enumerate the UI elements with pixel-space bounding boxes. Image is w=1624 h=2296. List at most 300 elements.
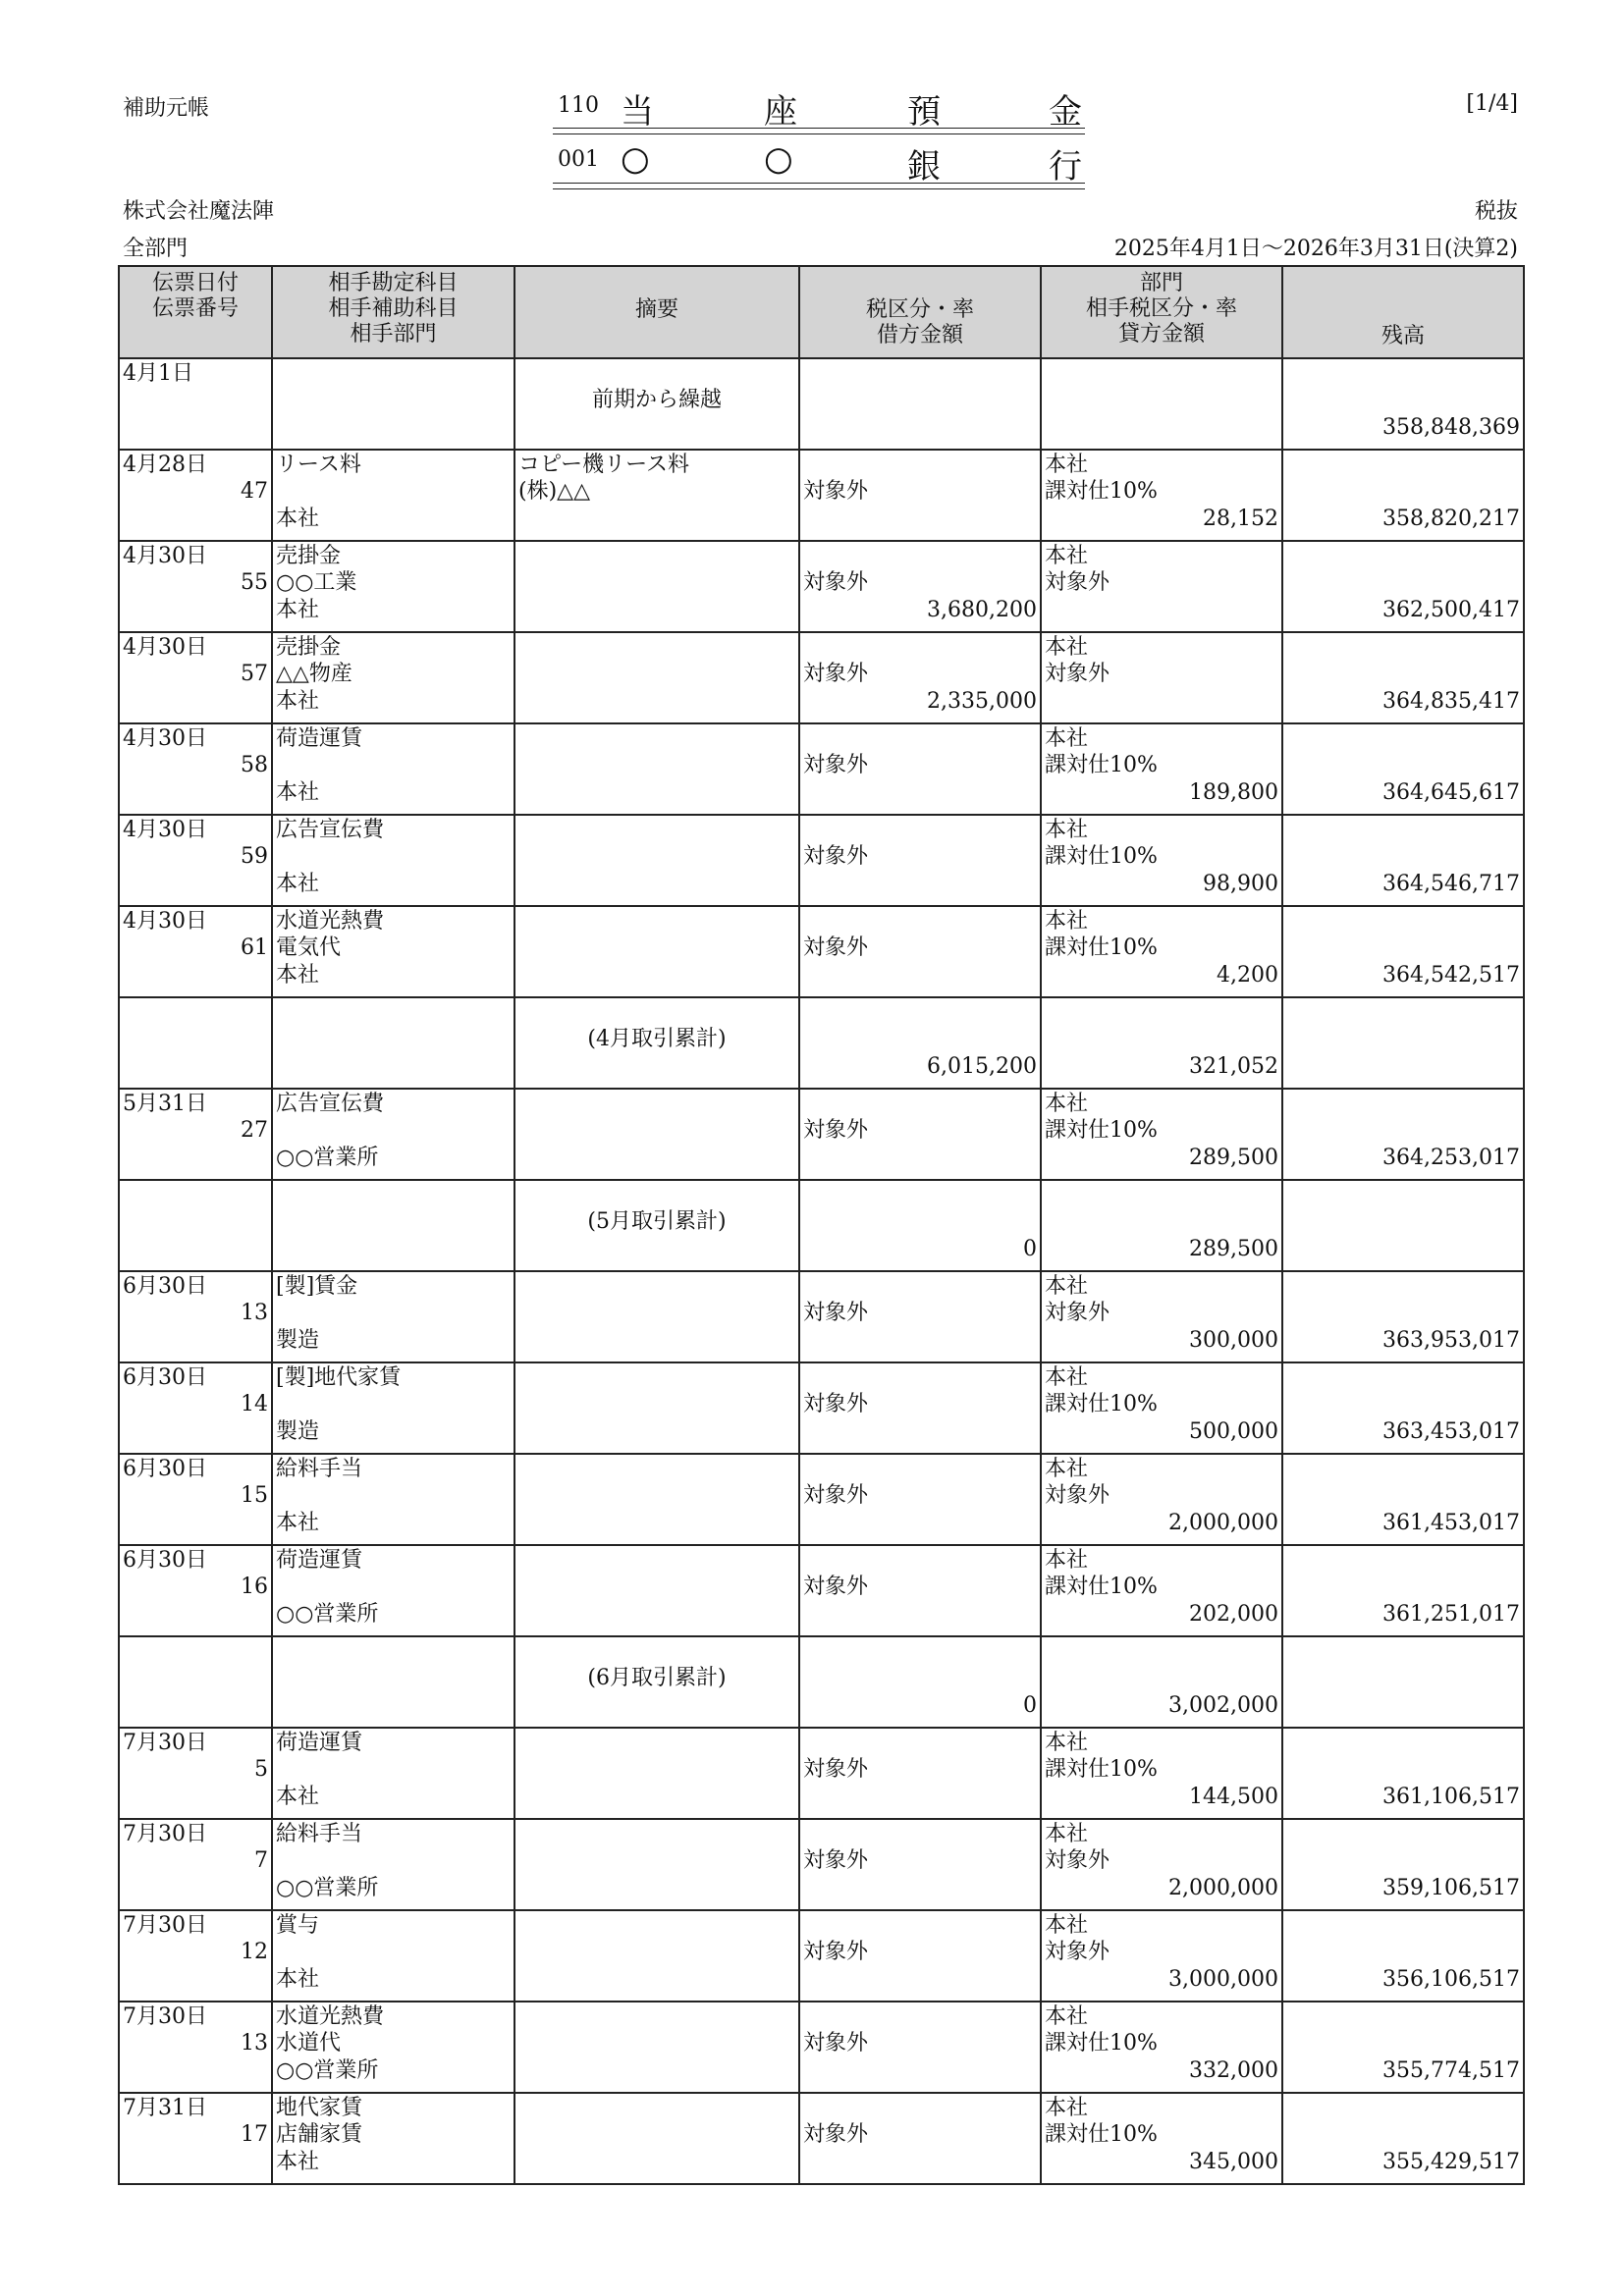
summary-cell	[514, 541, 799, 632]
voucher-number: 5	[254, 1757, 268, 1782]
ledger-entry-row	[119, 1728, 1524, 1819]
ledger-entry-row	[119, 906, 1524, 997]
counter-sub-account: ○○工業	[276, 570, 357, 595]
summary-line: コピー機リース料	[518, 453, 690, 477]
balance-amount: 355,429,517	[1382, 2150, 1520, 2174]
col-header-line: 摘要	[634, 297, 678, 322]
ledger-table	[118, 265, 1525, 2185]
title-rule	[553, 133, 1085, 134]
summary-text: 前期から繰越	[591, 388, 722, 412]
counter-department: 本社	[276, 2150, 320, 2174]
credit-cell	[1041, 1819, 1282, 1910]
account-code: 110	[558, 93, 599, 118]
sub-account-char: ○	[764, 139, 793, 179]
voucher-number: 13	[241, 1301, 268, 1325]
ledger-entry-row	[119, 2002, 1524, 2093]
counter-account: リース料	[276, 453, 361, 477]
counter-account: 地代家賃	[276, 2096, 363, 2120]
report-type: 補助元帳	[123, 96, 210, 121]
col-header-summary	[514, 266, 799, 358]
col-header-line: 相手補助科目	[328, 296, 459, 321]
credit-amount: 345,000	[1189, 2150, 1278, 2174]
balance-amount: 364,546,717	[1382, 872, 1520, 896]
ledger-entry-row	[119, 2093, 1524, 2184]
voucher-number: 16	[241, 1575, 268, 1599]
date-cell	[119, 358, 272, 450]
voucher-date: 7月30日	[123, 1731, 207, 1755]
date-cell	[119, 1362, 272, 1454]
voucher-date: 5月31日	[123, 1092, 207, 1116]
department: 本社	[1045, 1457, 1089, 1481]
summary-cell	[514, 358, 799, 450]
voucher-date: 7月30日	[123, 2004, 207, 2029]
date-cell	[119, 541, 272, 632]
counter-sub-account: 水道代	[276, 2031, 342, 2056]
debit-amount: 2,335,000	[927, 689, 1037, 714]
balance-amount: 361,453,017	[1382, 1511, 1520, 1535]
col-header-line: 部門	[1139, 271, 1183, 295]
date-cell	[119, 723, 272, 815]
voucher-date: 4月28日	[123, 453, 207, 477]
account-name-char: 当	[621, 92, 654, 132]
voucher-date: 4月30日	[123, 818, 207, 842]
debit-cell	[799, 541, 1041, 632]
account-cell	[272, 1728, 514, 1819]
voucher-number: 47	[241, 479, 268, 504]
col-header-credit	[1041, 266, 1282, 358]
voucher-number: 13	[241, 2031, 268, 2056]
ledger-entry-row	[119, 1089, 1524, 1180]
debit-cell	[799, 632, 1041, 723]
date-cell	[119, 1910, 272, 2002]
voucher-number: 58	[241, 753, 268, 777]
counter-account: 水道光熱費	[276, 909, 385, 934]
voucher-number: 14	[241, 1392, 268, 1416]
voucher-number: 57	[241, 662, 268, 686]
counter-account: 賞与	[276, 1913, 320, 1938]
debit-cell	[799, 1180, 1041, 1271]
credit-cell	[1041, 358, 1282, 450]
balance-cell	[1282, 1819, 1524, 1910]
counter-account: [製]地代家賃	[276, 1365, 402, 1390]
date-cell	[119, 1728, 272, 1819]
balance-amount: 358,820,217	[1382, 507, 1520, 531]
balance-cell	[1282, 358, 1524, 450]
counter-department: 本社	[276, 507, 320, 531]
debit-total: 0	[1023, 1693, 1037, 1718]
department: 本社	[1045, 909, 1089, 934]
credit-amount: 300,000	[1189, 1328, 1278, 1353]
balance-cell	[1282, 1545, 1524, 1636]
date-cell	[119, 1819, 272, 1910]
tax-category: 対象外	[803, 1392, 869, 1416]
debit-cell	[799, 2002, 1041, 2093]
balance-cell	[1282, 2093, 1524, 2184]
voucher-date: 4月1日	[123, 361, 193, 386]
summary-cell	[514, 2093, 799, 2184]
credit-amount: 2,000,000	[1168, 1876, 1278, 1900]
col-header-line: 税区分・率	[865, 297, 974, 322]
counter-tax-category: 対象外	[1045, 662, 1110, 686]
account-cell	[272, 2002, 514, 2093]
ledger-entry-row	[119, 450, 1524, 541]
credit-total: 289,500	[1189, 1237, 1278, 1261]
col-header-debit	[799, 266, 1041, 358]
col-header-line: 相手部門	[350, 322, 437, 347]
voucher-number: 7	[254, 1848, 268, 1873]
credit-cell	[1041, 450, 1282, 541]
title-rule	[553, 128, 1085, 129]
counter-department: 本社	[276, 872, 320, 896]
date-cell	[119, 997, 272, 1089]
tax-category: 対象外	[803, 1301, 869, 1325]
counter-sub-account: 店舗家賃	[276, 2122, 363, 2147]
credit-amount: 98,900	[1203, 872, 1278, 896]
voucher-date: 4月30日	[123, 635, 207, 660]
date-cell	[119, 450, 272, 541]
summary-cell	[514, 1454, 799, 1545]
ledger-entry-row	[119, 1545, 1524, 1636]
summary-cell	[514, 1180, 799, 1271]
summary-cell	[514, 1819, 799, 1910]
account-cell	[272, 815, 514, 906]
monthly-total-label: (4月取引累計)	[587, 1027, 727, 1051]
balance-cell	[1282, 2002, 1524, 2093]
summary-cell	[514, 2002, 799, 2093]
debit-cell	[799, 1271, 1041, 1362]
ledger-entry-row	[119, 541, 1524, 632]
account-cell	[272, 632, 514, 723]
debit-total: 0	[1023, 1237, 1037, 1261]
voucher-date: 4月30日	[123, 544, 207, 568]
counter-department: 本社	[276, 780, 320, 805]
debit-cell	[799, 2093, 1041, 2184]
counter-sub-account: 電気代	[276, 935, 342, 960]
counter-department: ○○営業所	[276, 1876, 379, 1900]
counter-tax-category: 課対仕10%	[1045, 753, 1158, 777]
date-cell	[119, 1454, 272, 1545]
counter-department: 製造	[276, 1328, 320, 1353]
date-cell	[119, 1636, 272, 1728]
summary-cell	[514, 723, 799, 815]
credit-amount: 2,000,000	[1168, 1511, 1278, 1535]
counter-account: 荷造運賃	[276, 1548, 363, 1573]
voucher-date: 6月30日	[123, 1457, 207, 1481]
account-name-char: 金	[1049, 92, 1082, 132]
col-header-date-number	[119, 266, 272, 358]
debit-cell	[799, 358, 1041, 450]
balance-cell	[1282, 1636, 1524, 1728]
tax-category: 対象外	[803, 479, 869, 504]
summary-cell	[514, 1271, 799, 1362]
counter-tax-category: 課対仕10%	[1045, 2031, 1158, 2056]
counter-account: 売掛金	[276, 635, 342, 660]
credit-cell	[1041, 1271, 1282, 1362]
account-cell	[272, 358, 514, 450]
balance-amount: 363,453,017	[1382, 1419, 1520, 1444]
credit-cell	[1041, 1089, 1282, 1180]
counter-department: 製造	[276, 1419, 320, 1444]
ledger-entry-row	[119, 1819, 1524, 1910]
debit-cell	[799, 1910, 1041, 2002]
balance-amount: 364,542,517	[1382, 963, 1520, 988]
ledger-entry-row	[119, 1271, 1524, 1362]
counter-tax-category: 課対仕10%	[1045, 844, 1158, 869]
debit-cell	[799, 450, 1041, 541]
account-cell	[272, 1271, 514, 1362]
date-cell	[119, 632, 272, 723]
counter-department: 本社	[276, 598, 320, 622]
debit-cell	[799, 1728, 1041, 1819]
balance-amount: 359,106,517	[1382, 1876, 1520, 1900]
counter-account: 売掛金	[276, 544, 342, 568]
credit-amount: 332,000	[1189, 2058, 1278, 2083]
credit-total: 321,052	[1189, 1054, 1278, 1079]
summary-cell	[514, 632, 799, 723]
date-cell	[119, 2093, 272, 2184]
department-filter: 全部門	[123, 237, 189, 261]
date-cell	[119, 2002, 272, 2093]
counter-account: 水道光熱費	[276, 2004, 385, 2029]
department: 本社	[1045, 726, 1089, 751]
monthly-total-row	[119, 1180, 1524, 1271]
balance-cell	[1282, 1362, 1524, 1454]
counter-department: 本社	[276, 963, 320, 988]
title-rule	[553, 188, 1085, 189]
col-header-counter-account	[272, 266, 514, 358]
credit-cell	[1041, 1910, 1282, 2002]
debit-cell	[799, 997, 1041, 1089]
summary-cell	[514, 1545, 799, 1636]
tax-category: 対象外	[803, 1118, 869, 1143]
counter-tax-category: 対象外	[1045, 1483, 1110, 1508]
counter-tax-category: 課対仕10%	[1045, 479, 1158, 504]
voucher-number: 27	[241, 1118, 268, 1143]
voucher-date: 7月30日	[123, 1913, 207, 1938]
summary-cell	[514, 1089, 799, 1180]
voucher-number: 55	[241, 570, 268, 595]
counter-department: ○○営業所	[276, 2058, 379, 2083]
counter-account: 広告宣伝費	[276, 818, 385, 842]
monthly-total-row	[119, 1636, 1524, 1728]
department: 本社	[1045, 544, 1089, 568]
counter-sub-account: △△物産	[276, 662, 352, 686]
balance-cell	[1282, 541, 1524, 632]
account-cell	[272, 1636, 514, 1728]
department: 本社	[1045, 2004, 1089, 2029]
monthly-total-label: (5月取引累計)	[587, 1209, 727, 1234]
summary-cell	[514, 997, 799, 1089]
counter-tax-category: 課対仕10%	[1045, 1392, 1158, 1416]
voucher-date: 6月30日	[123, 1365, 207, 1390]
voucher-date: 7月31日	[123, 2096, 207, 2120]
col-header-line: 相手税区分・率	[1085, 296, 1237, 321]
col-header-line: 貸方金額	[1117, 322, 1205, 347]
ledger-entry-row	[119, 632, 1524, 723]
credit-cell	[1041, 997, 1282, 1089]
debit-cell	[799, 1454, 1041, 1545]
balance-amount: 361,106,517	[1382, 1785, 1520, 1809]
account-cell	[272, 1545, 514, 1636]
account-cell	[272, 1362, 514, 1454]
debit-cell	[799, 1362, 1041, 1454]
ledger-entry-row	[119, 1362, 1524, 1454]
debit-cell	[799, 1089, 1041, 1180]
sub-account-char: 銀	[907, 147, 941, 187]
balance-amount: 361,251,017	[1382, 1602, 1520, 1627]
ledger-entry-row	[119, 723, 1524, 815]
account-name-char: 預	[907, 92, 941, 132]
debit-total: 6,015,200	[927, 1054, 1037, 1079]
voucher-number: 15	[241, 1483, 268, 1508]
counter-department: 本社	[276, 689, 320, 714]
voucher-date: 6月30日	[123, 1274, 207, 1299]
balance-amount: 364,835,417	[1382, 689, 1520, 714]
credit-cell	[1041, 906, 1282, 997]
tax-category: 対象外	[803, 1483, 869, 1508]
balance-amount: 363,953,017	[1382, 1328, 1520, 1353]
department: 本社	[1045, 1092, 1089, 1116]
balance-cell	[1282, 997, 1524, 1089]
counter-tax-category: 課対仕10%	[1045, 1575, 1158, 1599]
department: 本社	[1045, 1822, 1089, 1846]
counter-tax-category: 課対仕10%	[1045, 935, 1158, 960]
department: 本社	[1045, 1913, 1089, 1938]
counter-department: 本社	[276, 1967, 320, 1992]
account-cell	[272, 541, 514, 632]
tax-category: 対象外	[803, 1848, 869, 1873]
counter-department: 本社	[276, 1785, 320, 1809]
account-cell	[272, 1089, 514, 1180]
tax-category: 対象外	[803, 1575, 869, 1599]
credit-cell	[1041, 2093, 1282, 2184]
summary-cell	[514, 1728, 799, 1819]
balance-cell	[1282, 1089, 1524, 1180]
tax-category: 対象外	[803, 1940, 869, 1964]
counter-tax-category: 対象外	[1045, 570, 1110, 595]
counter-department: ○○営業所	[276, 1602, 379, 1627]
credit-amount: 4,200	[1217, 963, 1278, 988]
credit-cell	[1041, 632, 1282, 723]
account-cell	[272, 723, 514, 815]
ledger-entry-row	[119, 1910, 1524, 2002]
col-header-line: 伝票番号	[151, 296, 239, 321]
credit-cell	[1041, 815, 1282, 906]
credit-amount: 144,500	[1189, 1785, 1278, 1809]
summary-cell	[514, 1362, 799, 1454]
sub-account-char: 行	[1049, 147, 1082, 187]
credit-amount: 189,800	[1189, 780, 1278, 805]
counter-tax-category: 対象外	[1045, 1301, 1110, 1325]
credit-amount: 3,000,000	[1168, 1967, 1278, 1992]
balance-amount: 362,500,417	[1382, 598, 1520, 622]
department: 本社	[1045, 1274, 1089, 1299]
counter-department: ○○営業所	[276, 1146, 379, 1170]
credit-cell	[1041, 723, 1282, 815]
balance-cell	[1282, 906, 1524, 997]
credit-cell	[1041, 1636, 1282, 1728]
monthly-total-row	[119, 997, 1524, 1089]
balance-cell	[1282, 1180, 1524, 1271]
credit-cell	[1041, 1362, 1282, 1454]
account-cell	[272, 1910, 514, 2002]
credit-cell	[1041, 1180, 1282, 1271]
debit-cell	[799, 1819, 1041, 1910]
account-cell	[272, 1819, 514, 1910]
department: 本社	[1045, 1548, 1089, 1573]
ledger-header-row	[119, 266, 1524, 358]
tax-category: 対象外	[803, 2122, 869, 2147]
department: 本社	[1045, 2096, 1089, 2120]
balance-cell	[1282, 1271, 1524, 1362]
tax-category: 対象外	[803, 570, 869, 595]
counter-tax-category: 対象外	[1045, 1848, 1110, 1873]
ledger-entry-row	[119, 815, 1524, 906]
credit-amount: 202,000	[1189, 1602, 1278, 1627]
summary-cell	[514, 815, 799, 906]
department: 本社	[1045, 453, 1089, 477]
voucher-date: 7月30日	[123, 1822, 207, 1846]
date-cell	[119, 815, 272, 906]
account-cell	[272, 1454, 514, 1545]
sub-account-code: 001	[558, 147, 599, 172]
summary-cell	[514, 1636, 799, 1728]
tax-category: 対象外	[803, 2031, 869, 2056]
tax-category: 対象外	[803, 753, 869, 777]
balance-cell	[1282, 815, 1524, 906]
credit-cell	[1041, 2002, 1282, 2093]
date-cell	[119, 1271, 272, 1362]
col-header-line: 借方金額	[876, 323, 963, 347]
account-name-char: 座	[764, 92, 797, 132]
debit-cell	[799, 906, 1041, 997]
carry-forward-row	[119, 358, 1524, 450]
voucher-number: 61	[241, 935, 268, 960]
counter-account: 荷造運賃	[276, 1731, 363, 1755]
account-cell	[272, 2093, 514, 2184]
date-cell	[119, 1089, 272, 1180]
date-cell	[119, 906, 272, 997]
department: 本社	[1045, 1731, 1089, 1755]
debit-cell	[799, 815, 1041, 906]
balance-cell	[1282, 632, 1524, 723]
balance-cell	[1282, 723, 1524, 815]
col-header-line: 残高	[1380, 324, 1425, 348]
counter-tax-category: 課対仕10%	[1045, 2122, 1158, 2147]
summary-cell	[514, 450, 799, 541]
balance-cell	[1282, 1454, 1524, 1545]
voucher-date: 4月30日	[123, 909, 207, 934]
credit-cell	[1041, 541, 1282, 632]
counter-tax-category: 対象外	[1045, 1940, 1110, 1964]
counter-account: 給料手当	[276, 1822, 363, 1846]
balance-cell	[1282, 1728, 1524, 1819]
balance-amount: 358,848,369	[1382, 415, 1520, 440]
debit-cell	[799, 723, 1041, 815]
credit-amount: 289,500	[1189, 1146, 1278, 1170]
col-header-line: 相手勘定科目	[328, 271, 459, 295]
voucher-number: 59	[241, 844, 268, 869]
debit-amount: 3,680,200	[927, 598, 1037, 622]
date-cell	[119, 1545, 272, 1636]
title-rule	[553, 183, 1085, 184]
credit-total: 3,002,000	[1168, 1693, 1278, 1718]
credit-amount: 500,000	[1189, 1419, 1278, 1444]
counter-account: 広告宣伝費	[276, 1092, 385, 1116]
balance-amount: 356,106,517	[1382, 1967, 1520, 1992]
monthly-total-label: (6月取引累計)	[587, 1666, 727, 1690]
balance-cell	[1282, 450, 1524, 541]
